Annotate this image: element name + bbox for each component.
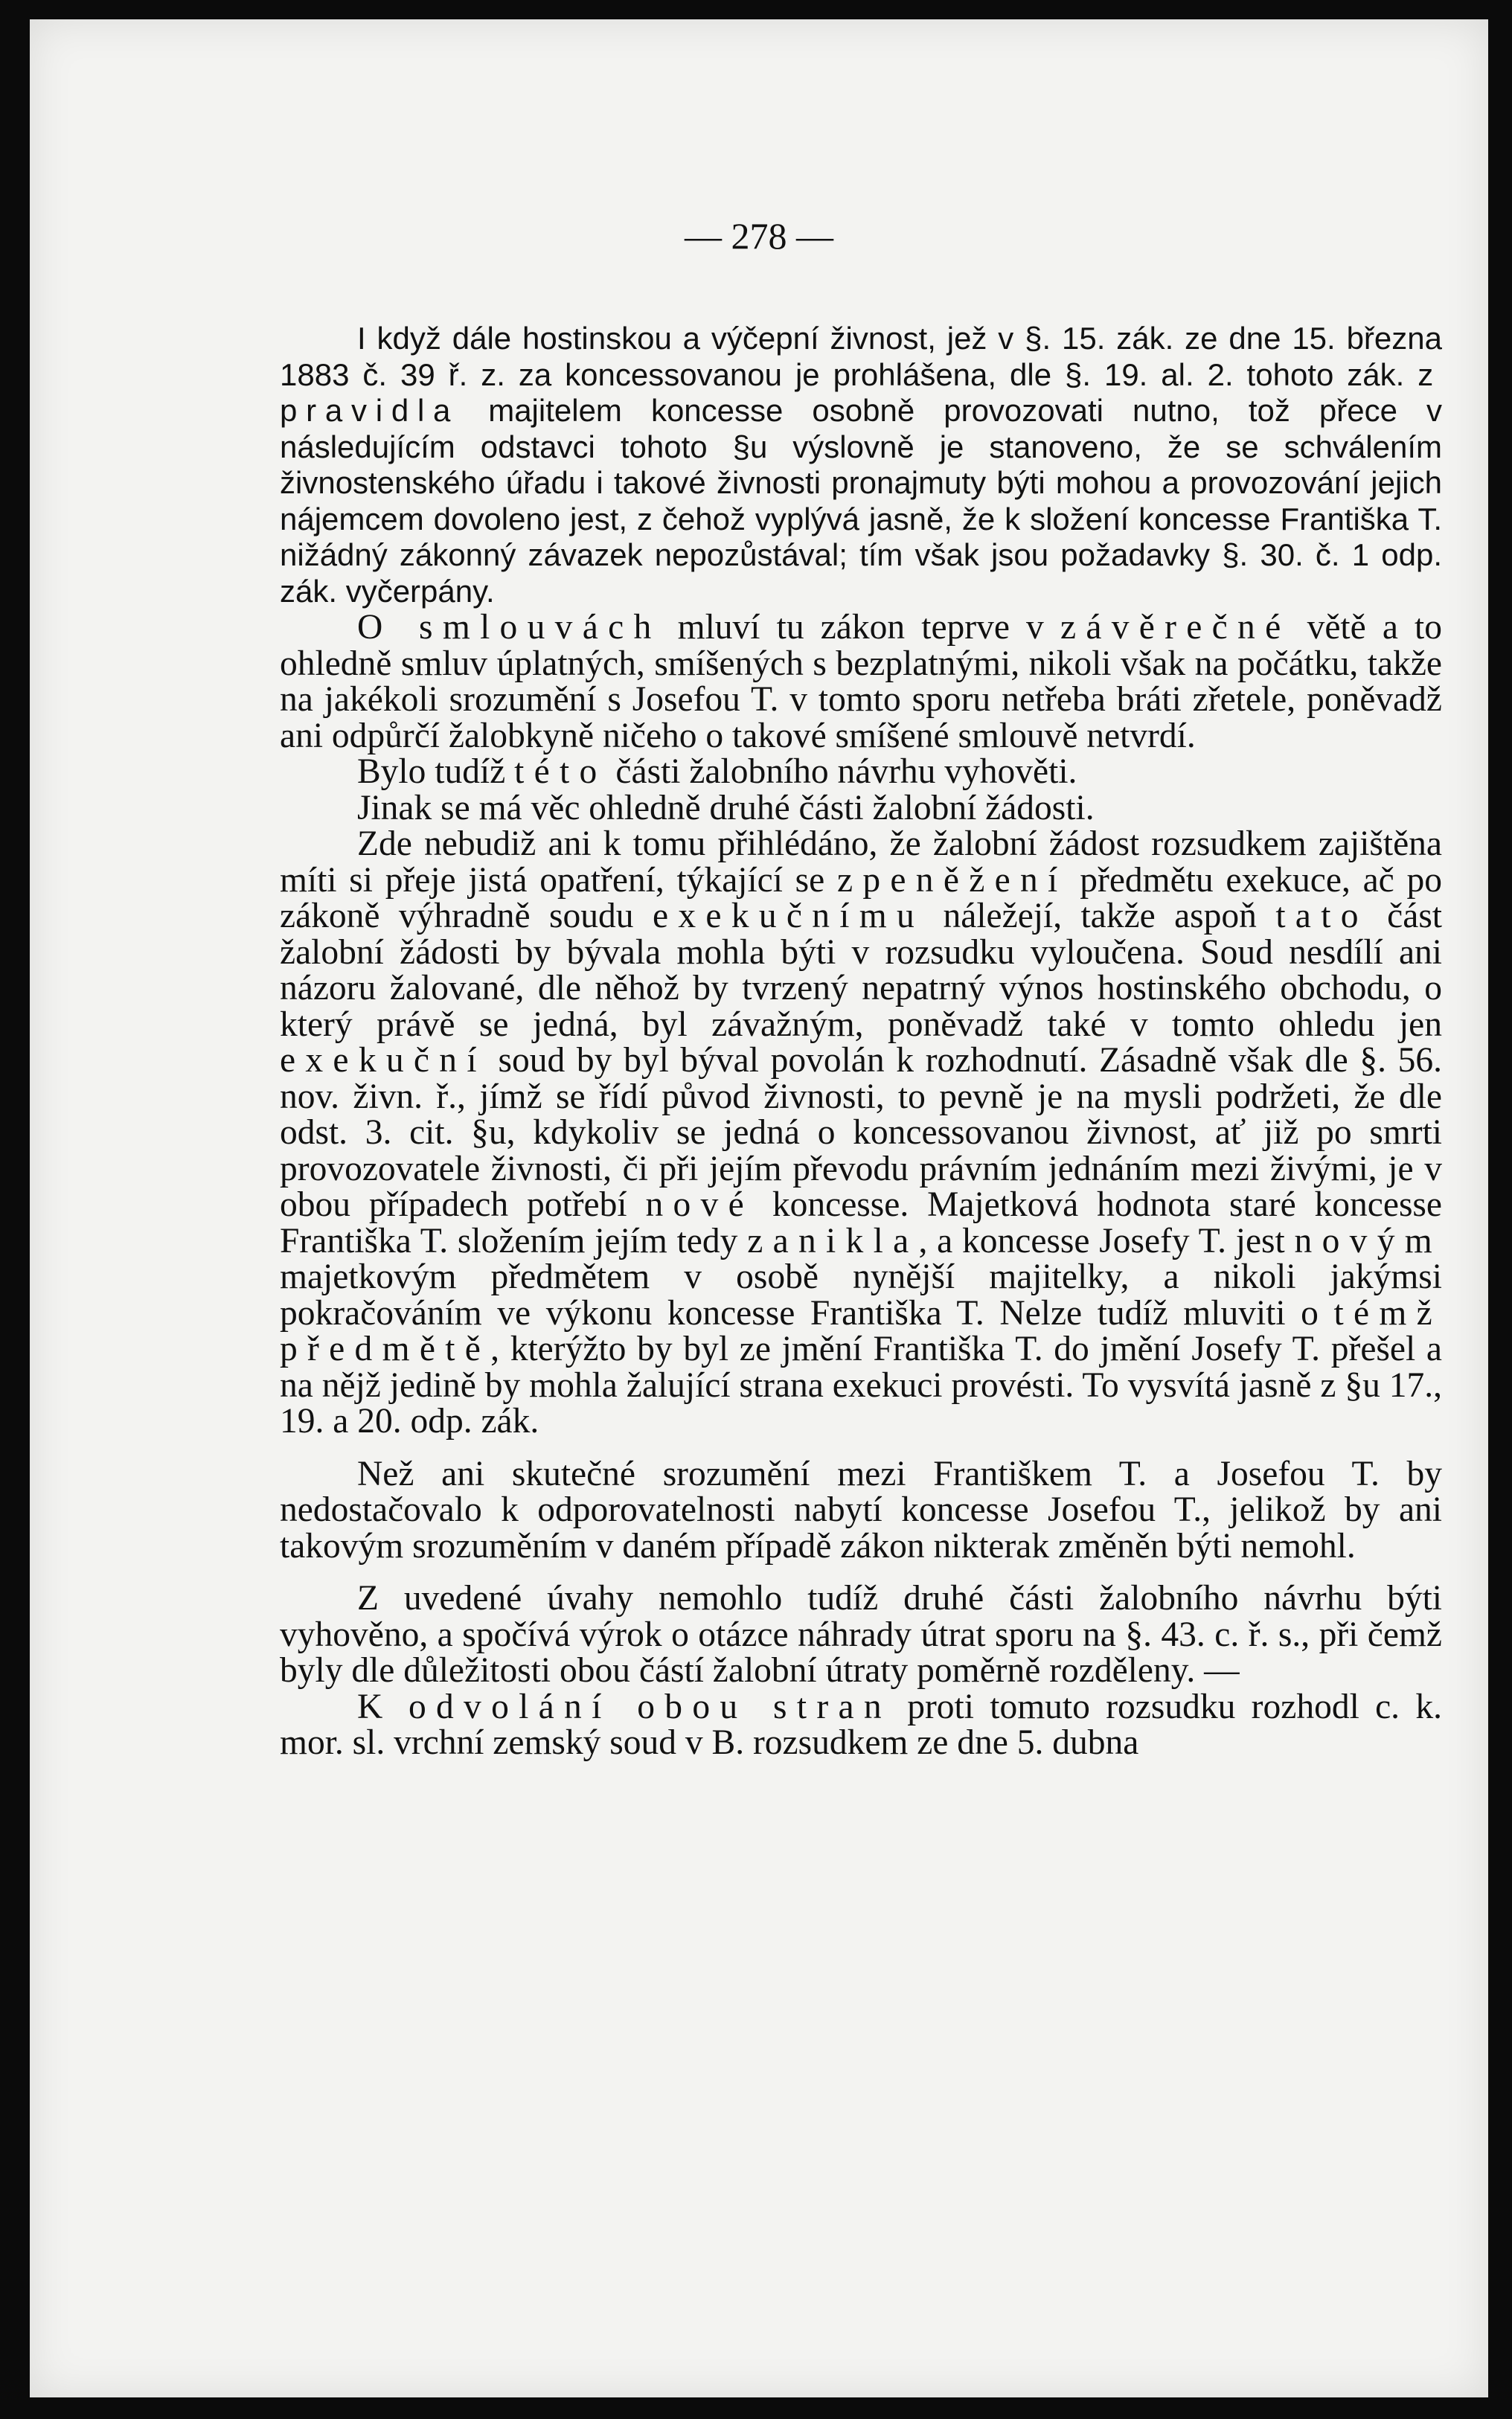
- text-run: [393, 1688, 409, 1726]
- spaced-emphasis: nové: [645, 1185, 754, 1224]
- text-run: majetkovým předmětem v osobě nynější majitelky, a nikoli jakýmsi pokračováním ve výkonu koncesse Františka T. Nelze tudíž mluviti o: [280, 1257, 1442, 1333]
- spaced-emphasis: novým: [1294, 1221, 1442, 1260]
- page-number: — 278 —: [685, 215, 833, 257]
- text-run: , kterýžto by byl ze jmění Františka T. do jmění Josefy T. přešel a na nějž jedině by mohla žalující strana exekuci provésti. To vysvítá jasně z §u 17., 19. a 20. odp. zák.: [280, 1330, 1442, 1441]
- text-run: koncesse. Majetková hodnota staré koncesse Františka T. složením jejím tedy: [280, 1185, 1442, 1260]
- spaced-emphasis: závěrečné: [1060, 608, 1291, 647]
- paragraph-4: [280, 790, 1442, 827]
- paragraph-2: [280, 609, 1442, 754]
- spaced-emphasis: exekuční: [280, 1041, 487, 1080]
- text-run: , a koncesse Josefy T. jest: [918, 1221, 1295, 1260]
- text-run: I když dále hostinskou a výčepní živnost, jež v §. 15. zák. ze dne 15. března 1883 č. 39 ř. z. za koncessovanou je prohlášena, dle §. 19. al. 2. tohoto zák.: [280, 321, 1442, 392]
- text-run: předmětu exekuce, ač po zákoně výhradně soudu: [280, 860, 1442, 935]
- paragraph-5: [280, 826, 1442, 1440]
- text-run: část žalobní žádosti by bývala mohla býti v rozsudku vyloučena. Soud nesdílí ani názoru žalované, dle něhož by tvrzený nepatrný výnos hostinského obchodu, o který právě se jedná, byl závažným, poněvadž také v tomto ohledu jen: [280, 897, 1443, 1044]
- paragraph-3: [280, 754, 1442, 790]
- spaced-emphasis: exekučnímu: [652, 897, 925, 935]
- paragraph-8: [280, 1689, 1442, 1761]
- spaced-emphasis: O smlouvách: [357, 608, 662, 647]
- text-run: Zde nebudiž ani k tomu přihlédáno, že žalobní žádost rozsudkem zajištěna míti si přeje jistá opatření, týkající se: [280, 824, 1442, 900]
- spaced-emphasis: témž předmětě: [280, 1293, 1442, 1368]
- text-run: Než ani skutečné srozumění mezi Františkem T. a Josefou T. by nedostačovalo k odporovatelnosti nabytí koncesse Josefou T., jelikož by ani takovým srozuměním v daném případě zákon nikterak změněn býti nemohl.: [280, 1454, 1442, 1566]
- paragraph-7: [280, 1580, 1442, 1689]
- text-run: majitelem koncesse osobně provozovati nutno, tož přece v následujícím odstavci tohoto §u výslovně je stanoveno, že se schválením živnostenského úřadu i takové živnosti pronajmuty býti mohou a provozování jejich nájemcem dovoleno jest, z čehož vyplývá jasně, že k složení koncesse Františka T. nižádný zákonný závazek nepozůstával; tím však jsou požadavky §. 30. č. 1 odp. zák. vyčerpány.: [280, 393, 1442, 609]
- text-run: náležejí, takže aspoň: [924, 897, 1276, 935]
- text-run: Jinak se má věc ohledně druhé části žalobní žádosti.: [357, 788, 1095, 827]
- spaced-emphasis: z pravidla: [280, 356, 1442, 428]
- spaced-emphasis: zpeněžení: [836, 860, 1068, 900]
- text-run: větě a to ohledně smluv úplatných, smíšených s bezplatnými, nikoli však na počátku, takže na jakékoli srozumění s Josefou T. v tomto sporu netřeba bráti zřetele, poněvadž ani odpůrčí žalobkyně ničeho o takové smíšené smlouvě netvrdí.: [280, 608, 1442, 755]
- spaced-emphasis: této: [514, 752, 607, 791]
- spaced-emphasis: tato: [1275, 897, 1368, 935]
- spaced-emphasis: zanikla: [747, 1221, 919, 1260]
- paragraph-1: [280, 321, 1442, 609]
- text-run: Z uvedené úvahy nemohlo tudíž druhé části žalobního návrhu býti vyhověno, a spočívá výrok o otázce náhrady útrat sporu na §. 43. c. ř. s., při čemž byly dle důležitosti obou částí žalobní útraty poměrně rozděleny. —: [280, 1579, 1442, 1690]
- body-text: [280, 321, 1442, 1761]
- paragraph-6: [280, 1456, 1442, 1565]
- spaced-emphasis: odvolání obou stran: [408, 1687, 891, 1726]
- text-run: proti tomuto rozsudku rozhodl c. k. mor. sl. vrchní zemský soud v B. rozsudkem ze dne 5. dubna: [280, 1687, 1443, 1762]
- text-run: části žalobního návrhu vyhověti.: [606, 752, 1077, 791]
- scanned-page: [30, 19, 1488, 2397]
- text-run: mluví tu zákon teprve v: [661, 608, 1060, 647]
- spaced-emphasis: K: [357, 1687, 393, 1726]
- text-run: Bylo tudíž: [357, 752, 515, 791]
- text-run: soud by byl býval povolán k rozhodnutí. Zásadně však dle §. 56. nov. živn. ř., jímž se řídí původ živnosti, to pevně je na mysli podržeti, že dle odst. 3. cit. §u, kdykoliv se jedná o koncessovanou živnost, ať již po smrti provozovatele živnosti, či při jejím převodu právním jednáním mezi živými, je v obou případech potřebí: [280, 1041, 1442, 1224]
